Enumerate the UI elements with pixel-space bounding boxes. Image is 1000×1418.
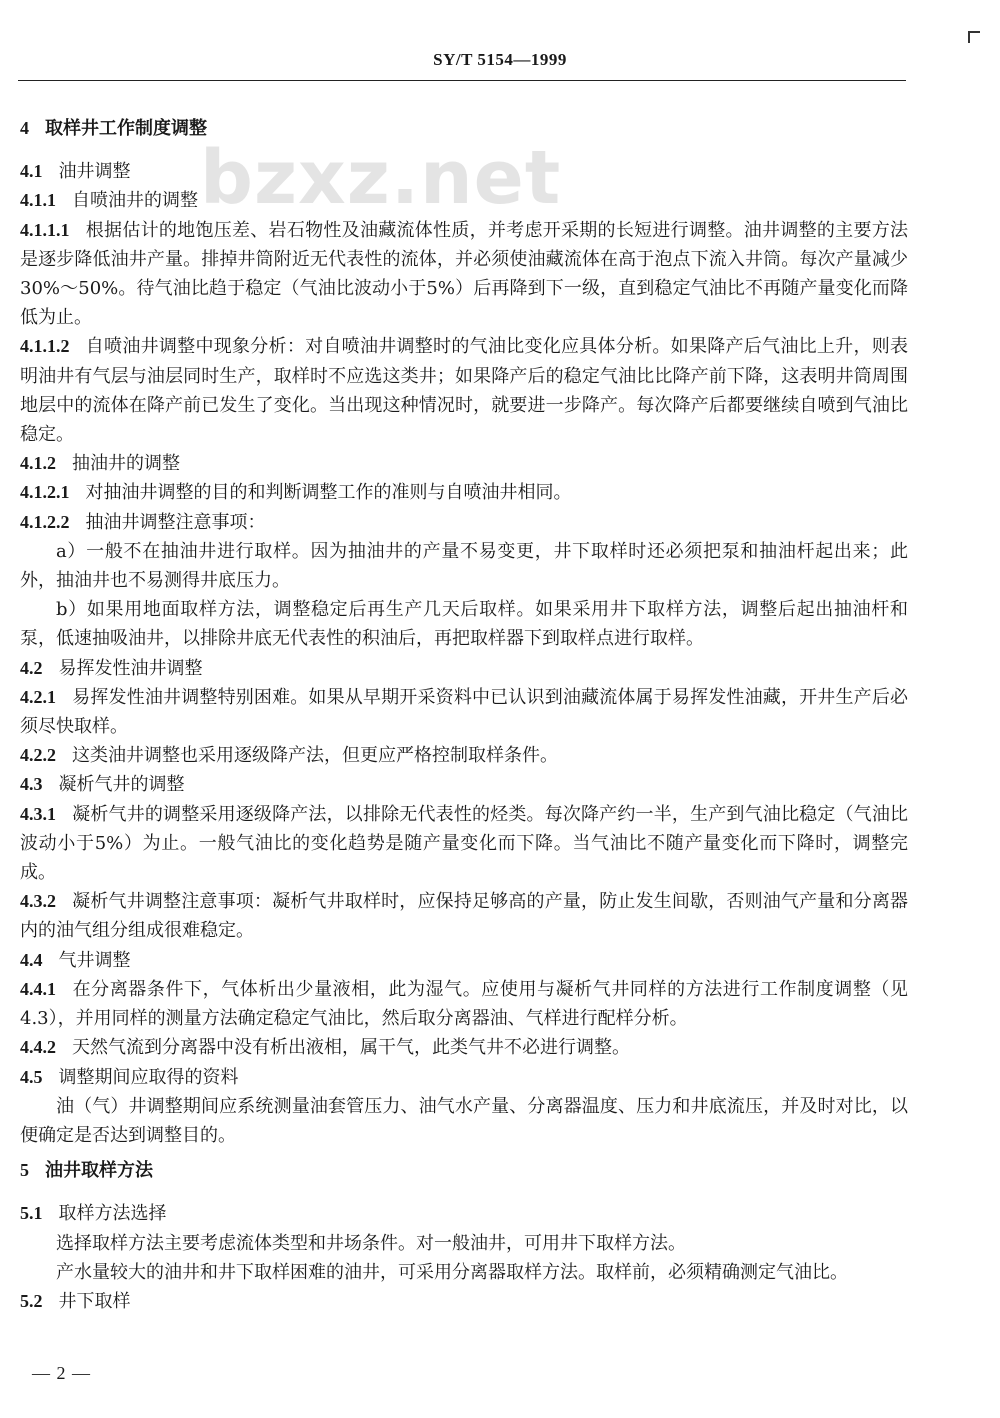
paragraph	[20, 537, 908, 595]
clause-text: 根据估计的地饱压差、岩石物性及油藏流体性质，并考虑开采期的长短进行调整。油井调整的主要方法是逐步降低油井产量。排掉井筒附近无代表性的流体，并必须使油藏流体在高于泡点下流入井筒。每次产量减少30%～50%。待气油比趋于稳定（气油比波动小于5%）后再降到下一级，直到稳定气油比不再随产量变化而降低为止。	[20, 219, 908, 329]
section-heading	[20, 114, 908, 143]
subsection-heading	[20, 186, 908, 215]
section-heading	[20, 1156, 908, 1185]
clause-text: 选择取样方法主要考虑流体类型和井场条件。对一般油井，可用井下取样方法。	[56, 1232, 686, 1254]
clause-number: 4.1.1	[20, 190, 56, 211]
subsection-heading	[20, 654, 908, 683]
subsection-heading	[20, 1287, 908, 1316]
clause-number: 4.5	[20, 1066, 43, 1087]
clause-number: 4.1.2	[20, 453, 56, 474]
clause-text: 在分离器条件下，气体析出少量液相，此为湿气。应使用与凝析气井同样的方法进行工作制度调整（见4.3），并用同样的测量方法确定稳定气油比，然后取分离器油、气样进行配样分析。	[20, 978, 908, 1030]
clause-number: 4.2.1	[20, 686, 56, 707]
clause-number: 4.3.1	[20, 803, 56, 824]
numbered-paragraph	[20, 800, 908, 888]
clause-text: 气井调整	[58, 949, 131, 971]
clause-number: 4.2	[20, 657, 43, 678]
page-number: — 2 —	[32, 1363, 91, 1383]
subsection-heading	[20, 449, 908, 478]
page-header: SY/T 5154—1999	[433, 50, 567, 69]
clause-text: 凝析气井的调整采用逐级降产法，以排除无代表性的烃类。每次降产约一半，生产到气油比稳定（气油比波动小于5%）为止。一般气油比的变化趋势是随产量变化而下降。当气油比不随产量变化而下降时，调整完成。	[20, 803, 908, 884]
subsection-heading	[20, 157, 908, 186]
numbered-paragraph	[20, 508, 908, 537]
body-text	[20, 108, 908, 1316]
clause-text: 凝析气井的调整	[58, 774, 185, 796]
clause-text: 油井取样方法	[45, 1160, 153, 1182]
clause-text: a）一般不在抽油井进行取样。因为抽油井的产量不易变更，井下取样时还必须把泵和抽油杆起出来；此外，抽油井也不易测得井底压力。	[20, 540, 908, 592]
clause-text: 油井调整	[58, 161, 131, 183]
clause-number: 4.4.2	[20, 1037, 56, 1058]
watermark: bzxz.net	[200, 135, 562, 221]
numbered-paragraph	[20, 216, 908, 333]
clause-text: 凝析气井调整注意事项：凝析气井取样时，应保持足够高的产量，防止发生间歇，否则油气产量和分离器内的油气组分组成很难稳定。	[20, 891, 908, 942]
clause-text: 自喷油井调整中现象分析：对自喷油井调整时的气油比变化应具体分析。如果降产后气油比上升，则表明油井有气层与油层同时生产，取样时不应选这类井；如果降产后的稳定气油比比降产前下降，这表明井筒周围地层中的流体在降产前已发生了变化。当出现这种情况时，就要进一步降产。每次降产后都要继续自喷到气油比稳定。	[20, 336, 908, 446]
clause-number: 4	[20, 118, 29, 138]
clause-text: 油（气）井调整期间应系统测量油套管压力、油气水产量、分离器温度、压力和井底流压，并及时对比，以便确定是否达到调整目的。	[20, 1095, 908, 1146]
numbered-paragraph	[20, 741, 908, 770]
numbered-paragraph	[20, 478, 908, 507]
clause-number: 5.1	[20, 1203, 43, 1224]
clause-text: 自喷油井的调整	[72, 190, 198, 212]
clause-number: 4.1	[20, 161, 43, 182]
clause-text: 易挥发性油井调整	[58, 657, 203, 679]
clause-number: 4.1.1.1	[20, 219, 70, 240]
clause-number: 4.1.2.1	[20, 482, 70, 503]
clause-text: 取样井工作制度调整	[45, 118, 207, 139]
clause-number: 4.4.1	[20, 978, 56, 999]
clause-text: 井下取样	[58, 1290, 131, 1312]
clause-number: 5	[20, 1160, 29, 1181]
subsection-heading	[20, 770, 908, 799]
paragraph	[20, 1229, 908, 1258]
paragraph	[20, 1258, 908, 1287]
subsection-heading	[20, 1199, 908, 1228]
numbered-paragraph	[20, 1033, 908, 1062]
clause-text: 这类油井调整也采用逐级降产法，但更应严格控制取样条件。	[72, 745, 558, 767]
clause-number: 5.2	[20, 1290, 43, 1311]
clause-text: 抽油井调整注意事项：	[85, 511, 266, 533]
subsection-heading	[20, 1063, 908, 1092]
clause-text: 调整期间应取得的资料	[58, 1066, 239, 1088]
numbered-paragraph	[20, 332, 908, 449]
numbered-paragraph	[20, 975, 908, 1033]
subsection-heading	[20, 946, 908, 975]
clause-text: 抽油井的调整	[72, 453, 180, 475]
numbered-paragraph	[20, 683, 908, 741]
clause-number: 4.1.1.2	[20, 336, 70, 357]
header-rule	[18, 80, 906, 81]
clause-number: 4.3	[20, 774, 43, 795]
clause-text: 取样方法选择	[58, 1203, 167, 1225]
clause-text: 天然气流到分离器中没有析出液相，属干气，此类气井不必进行调整。	[72, 1037, 630, 1059]
paragraph	[20, 595, 908, 653]
numbered-paragraph	[20, 887, 908, 945]
clause-number: 4.1.2.2	[20, 511, 70, 532]
clause-number: 4.4	[20, 949, 43, 970]
clause-text: 易挥发性油井调整特别困难。如果从早期开采资料中已认识到油藏流体属于易挥发性油藏，开井生产后必须尽快取样。	[20, 686, 908, 738]
paragraph	[20, 1092, 908, 1150]
clause-text: 产水量较大的油井和井下取样困难的油井，可采用分离器取样方法。取样前，必须精确测定气油比。	[56, 1261, 848, 1283]
clause-number: 4.3.2	[20, 891, 56, 912]
clause-number: 4.2.2	[20, 745, 56, 766]
clause-text: b）如果用地面取样方法，调整稳定后再生产几天后取样。如果采用井下取样方法，调整后起出抽油杆和泵，低速抽吸油井，以排除井底无代表性的积油后，再把取样器下到取样点进行取样。	[20, 599, 908, 650]
corner-crop-mark	[968, 31, 980, 43]
clause-text: 对抽油井调整的目的和判断调整工作的准则与自喷油井相同。	[85, 482, 572, 504]
